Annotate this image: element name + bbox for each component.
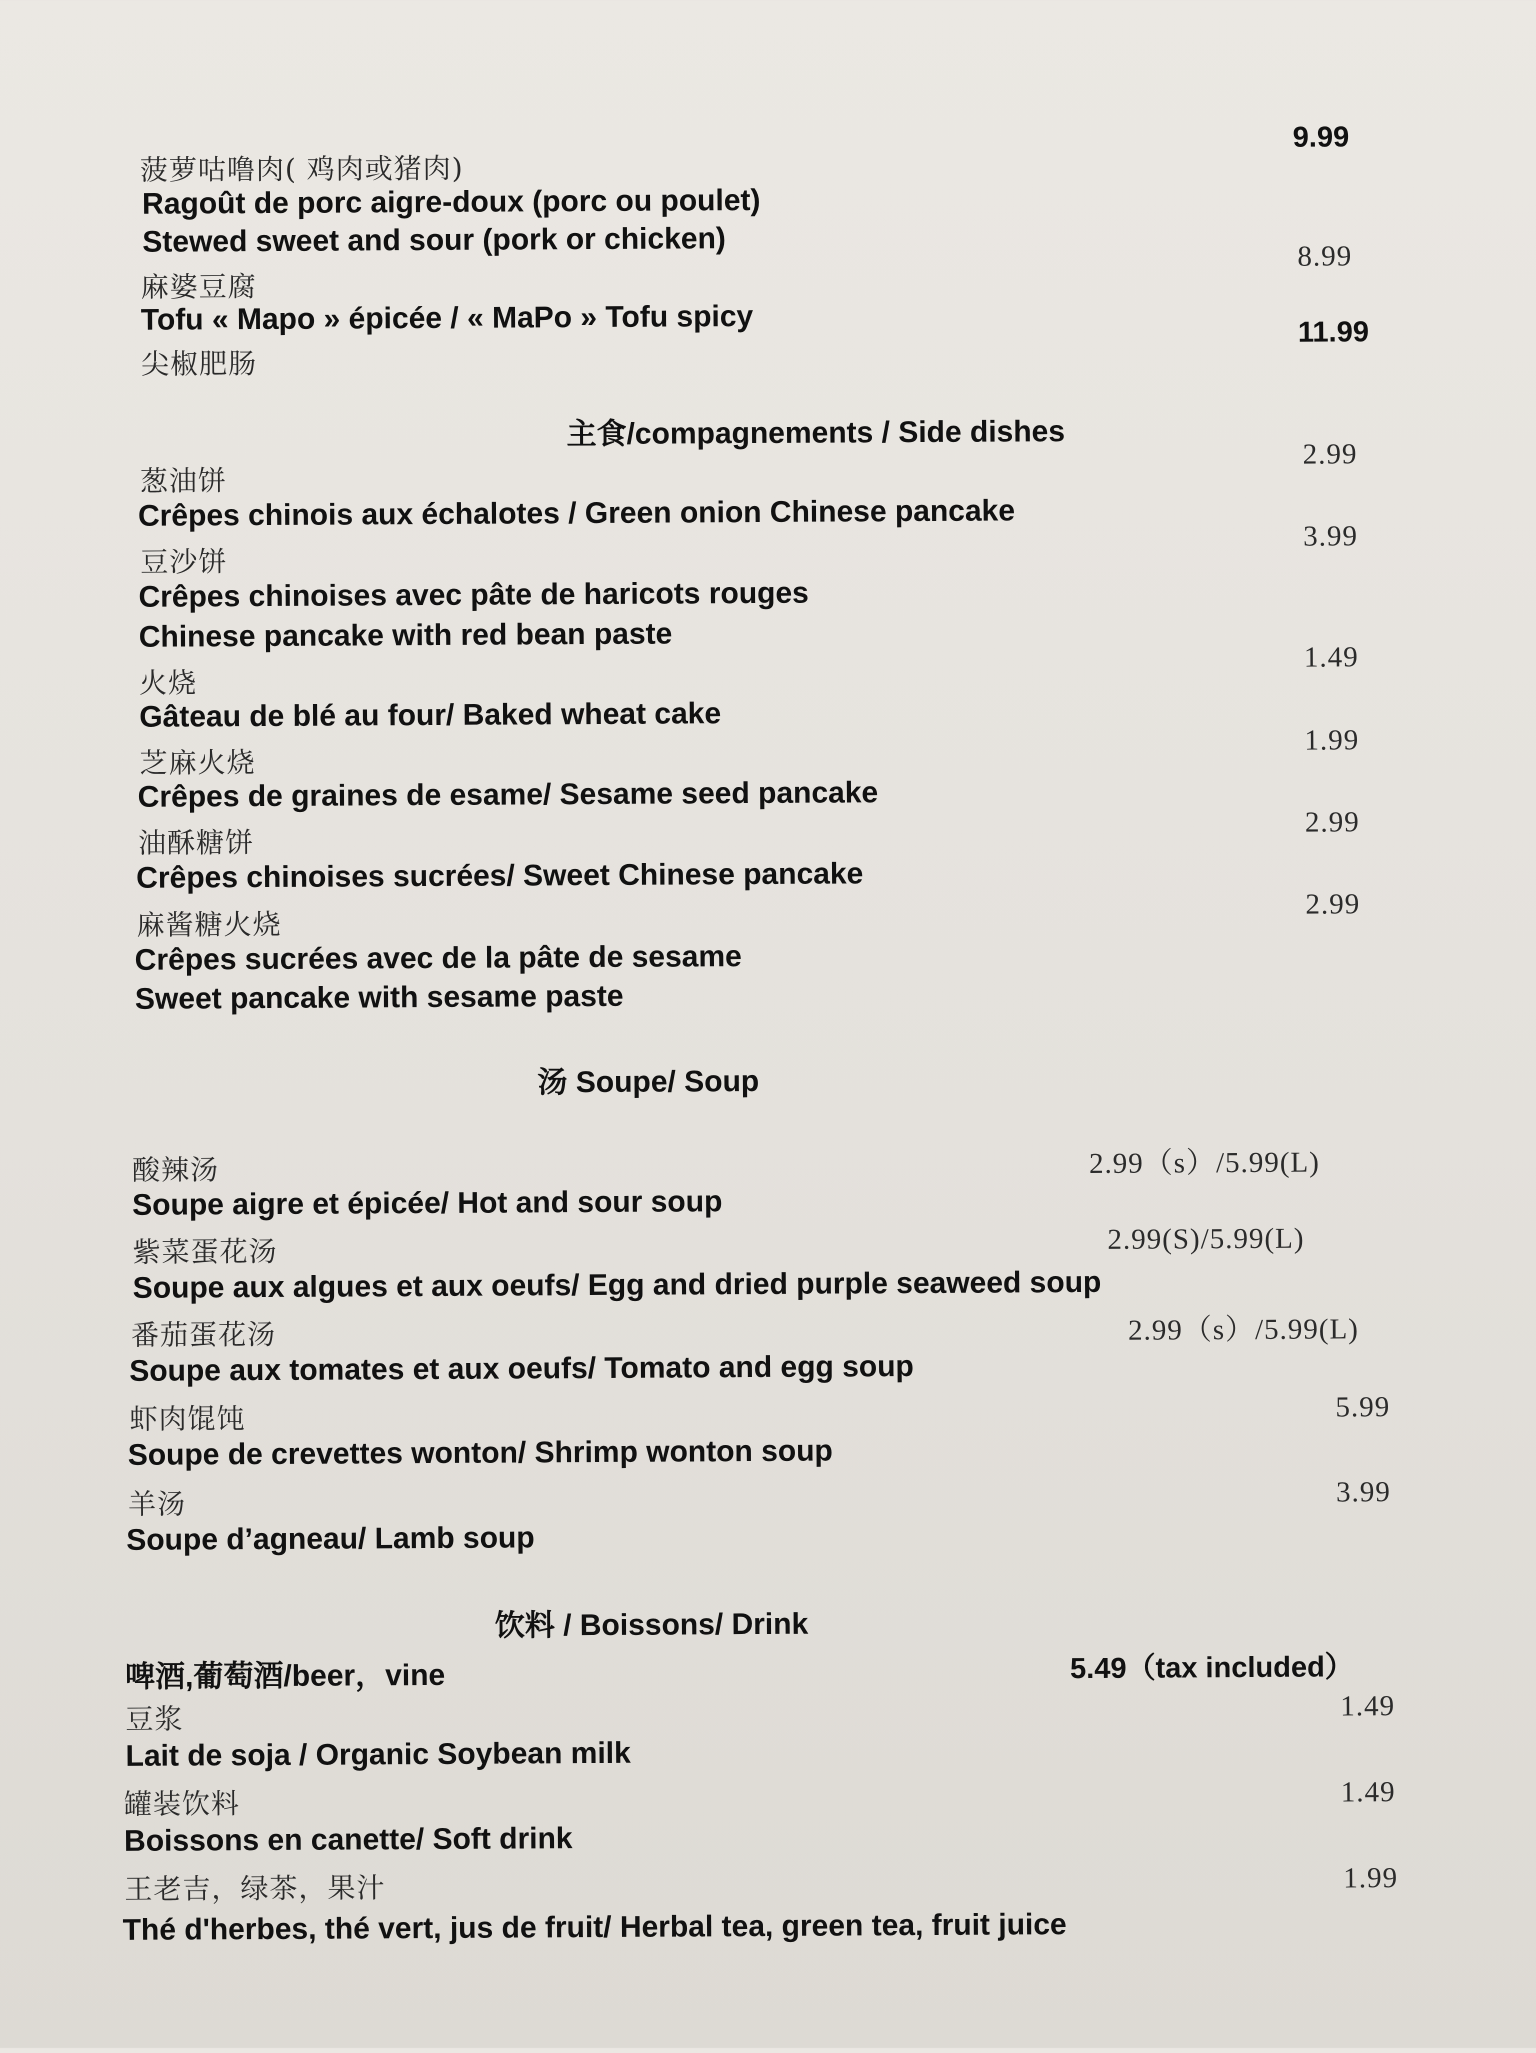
item-price: 2.99（s）/5.99(L)	[1088, 1146, 1320, 1180]
item-chinese-name: 豆浆	[125, 1702, 184, 1736]
item-price: 5.49（tax included）	[1069, 1651, 1354, 1686]
item-price: 2.99	[1304, 806, 1360, 839]
section-heading-side-dishes: 主食/compagnements / Side dishes	[566, 415, 1066, 452]
item-bilingual-name: Soupe aux tomates et aux oeufs/ Tomato and egg soup	[129, 1350, 914, 1388]
item-chinese-name: 麻婆豆腐	[140, 270, 257, 304]
item-bilingual-name: Soupe d’agneau/ Lamb soup	[126, 1521, 535, 1557]
item-french-name: Crêpes sucrées avec de la pâte de sesame	[134, 940, 742, 977]
item-chinese-name: 菠萝咕噜肉( 鸡肉或猪肉)	[139, 151, 464, 187]
item-chinese-name: 罐装饮料	[123, 1787, 241, 1821]
item-bilingual-name: Crêpes de graines de esame/ Sesame seed pancake	[137, 776, 879, 814]
item-bilingual-name: Thé d'herbes, thé vert, jus de fruit/ Herbal tea, green tea, fruit juice	[122, 1908, 1067, 1947]
item-chinese-name: 番茄蛋花汤	[130, 1317, 277, 1352]
item-price: 1.49	[1303, 641, 1359, 674]
item-chinese-name: 麻酱糖火烧	[136, 907, 282, 942]
item-price: 1.49	[1340, 1690, 1396, 1723]
item-bilingual-name: Tofu « Mapo » épicée / « MaPo » Tofu spicy	[140, 300, 754, 337]
drink-bilingual-name: 啤酒,葡萄酒/beer，vine	[125, 1658, 446, 1694]
item-price: 3.99	[1303, 520, 1359, 553]
item-price: 3.99	[1335, 1476, 1391, 1509]
item-price: 8.99	[1297, 240, 1353, 273]
item-chinese-name: 尖椒肥肠	[141, 347, 258, 381]
item-bilingual-name: Soupe de crevettes wonton/ Shrimp wonton soup	[127, 1434, 833, 1472]
item-chinese-name: 葱油饼	[139, 464, 227, 498]
section-heading-soup: 汤 Soupe/ Soup	[537, 1065, 760, 1100]
item-english-name: Sweet pancake with sesame paste	[134, 979, 624, 1016]
item-chinese-name: 酸辣汤	[131, 1153, 220, 1187]
item-chinese-name: 羊汤	[127, 1487, 187, 1521]
item-price: 1.99	[1343, 1862, 1399, 1895]
item-price: 2.99	[1302, 438, 1358, 471]
item-price: 11.99	[1297, 316, 1370, 349]
item-price: 1.99	[1304, 724, 1360, 757]
item-price: 2.99（s）/5.99(L)	[1127, 1313, 1359, 1347]
item-bilingual-name: Soupe aux algues et aux oeufs/ Egg and dried purple seaweed soup	[132, 1265, 1102, 1305]
item-bilingual-name: Crêpes chinois aux échalotes / Green onion Chinese pancake	[137, 494, 1016, 533]
item-price: 9.99	[1292, 121, 1350, 154]
item-english-name: Stewed sweet and sour (pork or chicken)	[142, 222, 726, 259]
item-chinese-name: 虾肉馄饨	[129, 1402, 246, 1436]
item-chinese-name: 豆沙饼	[140, 545, 228, 579]
item-chinese-name: 油酥糖饼	[137, 826, 255, 860]
item-chinese-name: 王老吉，绿茶，果汁	[124, 1871, 386, 1906]
item-chinese-name: 火烧	[138, 666, 198, 700]
item-bilingual-name: Crêpes chinoises sucrées/ Sweet Chinese pancake	[136, 857, 864, 895]
item-chinese-name: 芝麻火烧	[139, 746, 256, 780]
item-price: 5.99	[1335, 1391, 1391, 1424]
item-bilingual-name: Boissons en canette/ Soft drink	[124, 1822, 573, 1858]
item-english-name: Chinese pancake with red bean paste	[138, 617, 673, 654]
item-bilingual-name: Gâteau de blé au four/ Baked wheat cake	[139, 697, 722, 734]
item-price: 2.99	[1305, 888, 1361, 921]
item-bilingual-name: Soupe aigre et épicée/ Hot and sour soup	[132, 1185, 723, 1222]
item-chinese-name: 紫菜蛋花汤	[132, 1234, 278, 1269]
item-price: 2.99(S)/5.99(L)	[1107, 1222, 1305, 1256]
item-price: 1.49	[1340, 1776, 1396, 1809]
item-french-name: Ragoût de porc aigre-doux (porc ou poulet)	[142, 183, 761, 221]
item-french-name: Crêpes chinoises avec pâte de haricots rouges	[138, 576, 809, 614]
item-bilingual-name: Lait de soja / Organic Soybean milk	[125, 1736, 631, 1773]
section-heading-drinks: 饮料 / Boissons/ Drink	[494, 1607, 809, 1643]
